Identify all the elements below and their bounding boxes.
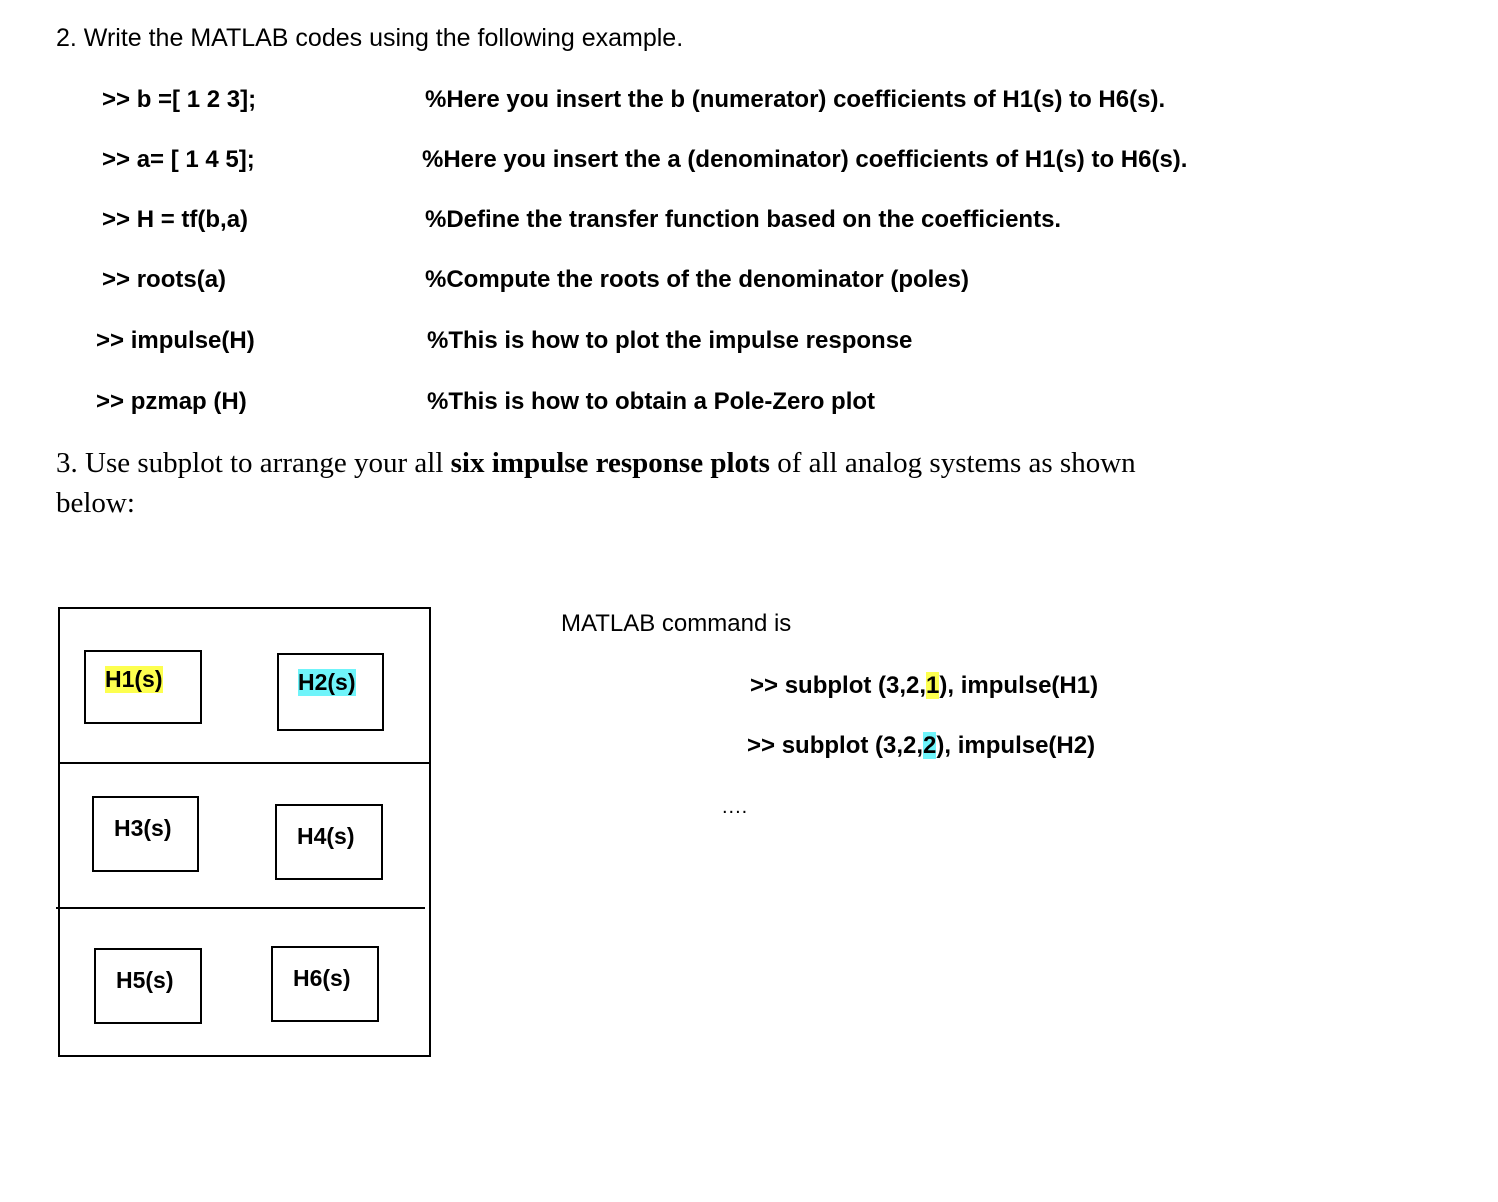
cmd1-index-highlight: 1 bbox=[926, 672, 940, 699]
code-line-pzmap: >> pzmap (H) bbox=[96, 388, 247, 415]
code-line-a: >> a= [ 1 4 5]; bbox=[102, 146, 255, 173]
subplot-grid bbox=[58, 607, 431, 1057]
cmd2-before: >> subplot (3,2, bbox=[747, 732, 924, 759]
cmd1-after: ), impulse(H1) bbox=[939, 672, 1099, 699]
grid-divider-1 bbox=[60, 762, 429, 764]
comment-line-a: %Here you insert the a (denominator) coefficients of H1(s) to H6(s). bbox=[422, 146, 1188, 173]
question-3-line-1 bbox=[56, 447, 1136, 480]
cmd2-index-highlight: 2 bbox=[923, 732, 937, 759]
code-line-roots: >> roots(a) bbox=[102, 266, 227, 293]
code-line-tf: >> H = tf(b,a) bbox=[102, 206, 249, 233]
subplot-command-1 bbox=[750, 672, 1098, 700]
cell-h4-label: H4(s) bbox=[297, 823, 355, 849]
cell-h1 bbox=[84, 650, 202, 724]
cell-h3-label: H3(s) bbox=[114, 815, 172, 841]
comment-line-pzmap: %This is how to obtain a Pole-Zero plot bbox=[427, 388, 876, 415]
cmd1-before: >> subplot (3,2, bbox=[750, 672, 927, 699]
cmd2-after: ), impulse(H2) bbox=[936, 732, 1096, 759]
matlab-command-title: MATLAB command is bbox=[561, 610, 792, 637]
cell-h3 bbox=[92, 796, 199, 872]
cell-h4 bbox=[275, 804, 383, 880]
cell-h5-label: H5(s) bbox=[116, 967, 174, 993]
code-line-b: >> b =[ 1 2 3]; bbox=[102, 86, 257, 113]
code-line-impulse: >> impulse(H) bbox=[96, 327, 255, 354]
comment-line-tf: %Define the transfer function based on the coefficients. bbox=[425, 206, 1062, 233]
cell-h6 bbox=[271, 946, 379, 1022]
cell-h1-label: H1(s) bbox=[105, 666, 163, 692]
question-3-suffix: of all analog systems as shown bbox=[769, 447, 1136, 479]
cell-h2 bbox=[277, 653, 384, 731]
comment-line-b: %Here you insert the b (numerator) coefficients of H1(s) to H6(s). bbox=[425, 86, 1166, 113]
question-3-line-2: below: bbox=[56, 487, 135, 519]
question-3-bold: six impulse response plots bbox=[450, 447, 770, 479]
cell-h5 bbox=[94, 948, 202, 1024]
comment-line-impulse: %This is how to plot the impulse response bbox=[427, 327, 913, 354]
question-3-prefix: 3. Use subplot to arrange your all bbox=[56, 447, 451, 479]
subplot-command-2 bbox=[747, 732, 1095, 760]
continuation-ellipsis: .... bbox=[722, 796, 749, 818]
comment-line-roots: %Compute the roots of the denominator (poles) bbox=[425, 266, 969, 293]
question-2-title: 2. Write the MATLAB codes using the following example. bbox=[56, 24, 684, 52]
cell-h2-label: H2(s) bbox=[298, 669, 356, 695]
grid-divider-2 bbox=[56, 907, 425, 909]
cell-h6-label: H6(s) bbox=[293, 965, 351, 991]
